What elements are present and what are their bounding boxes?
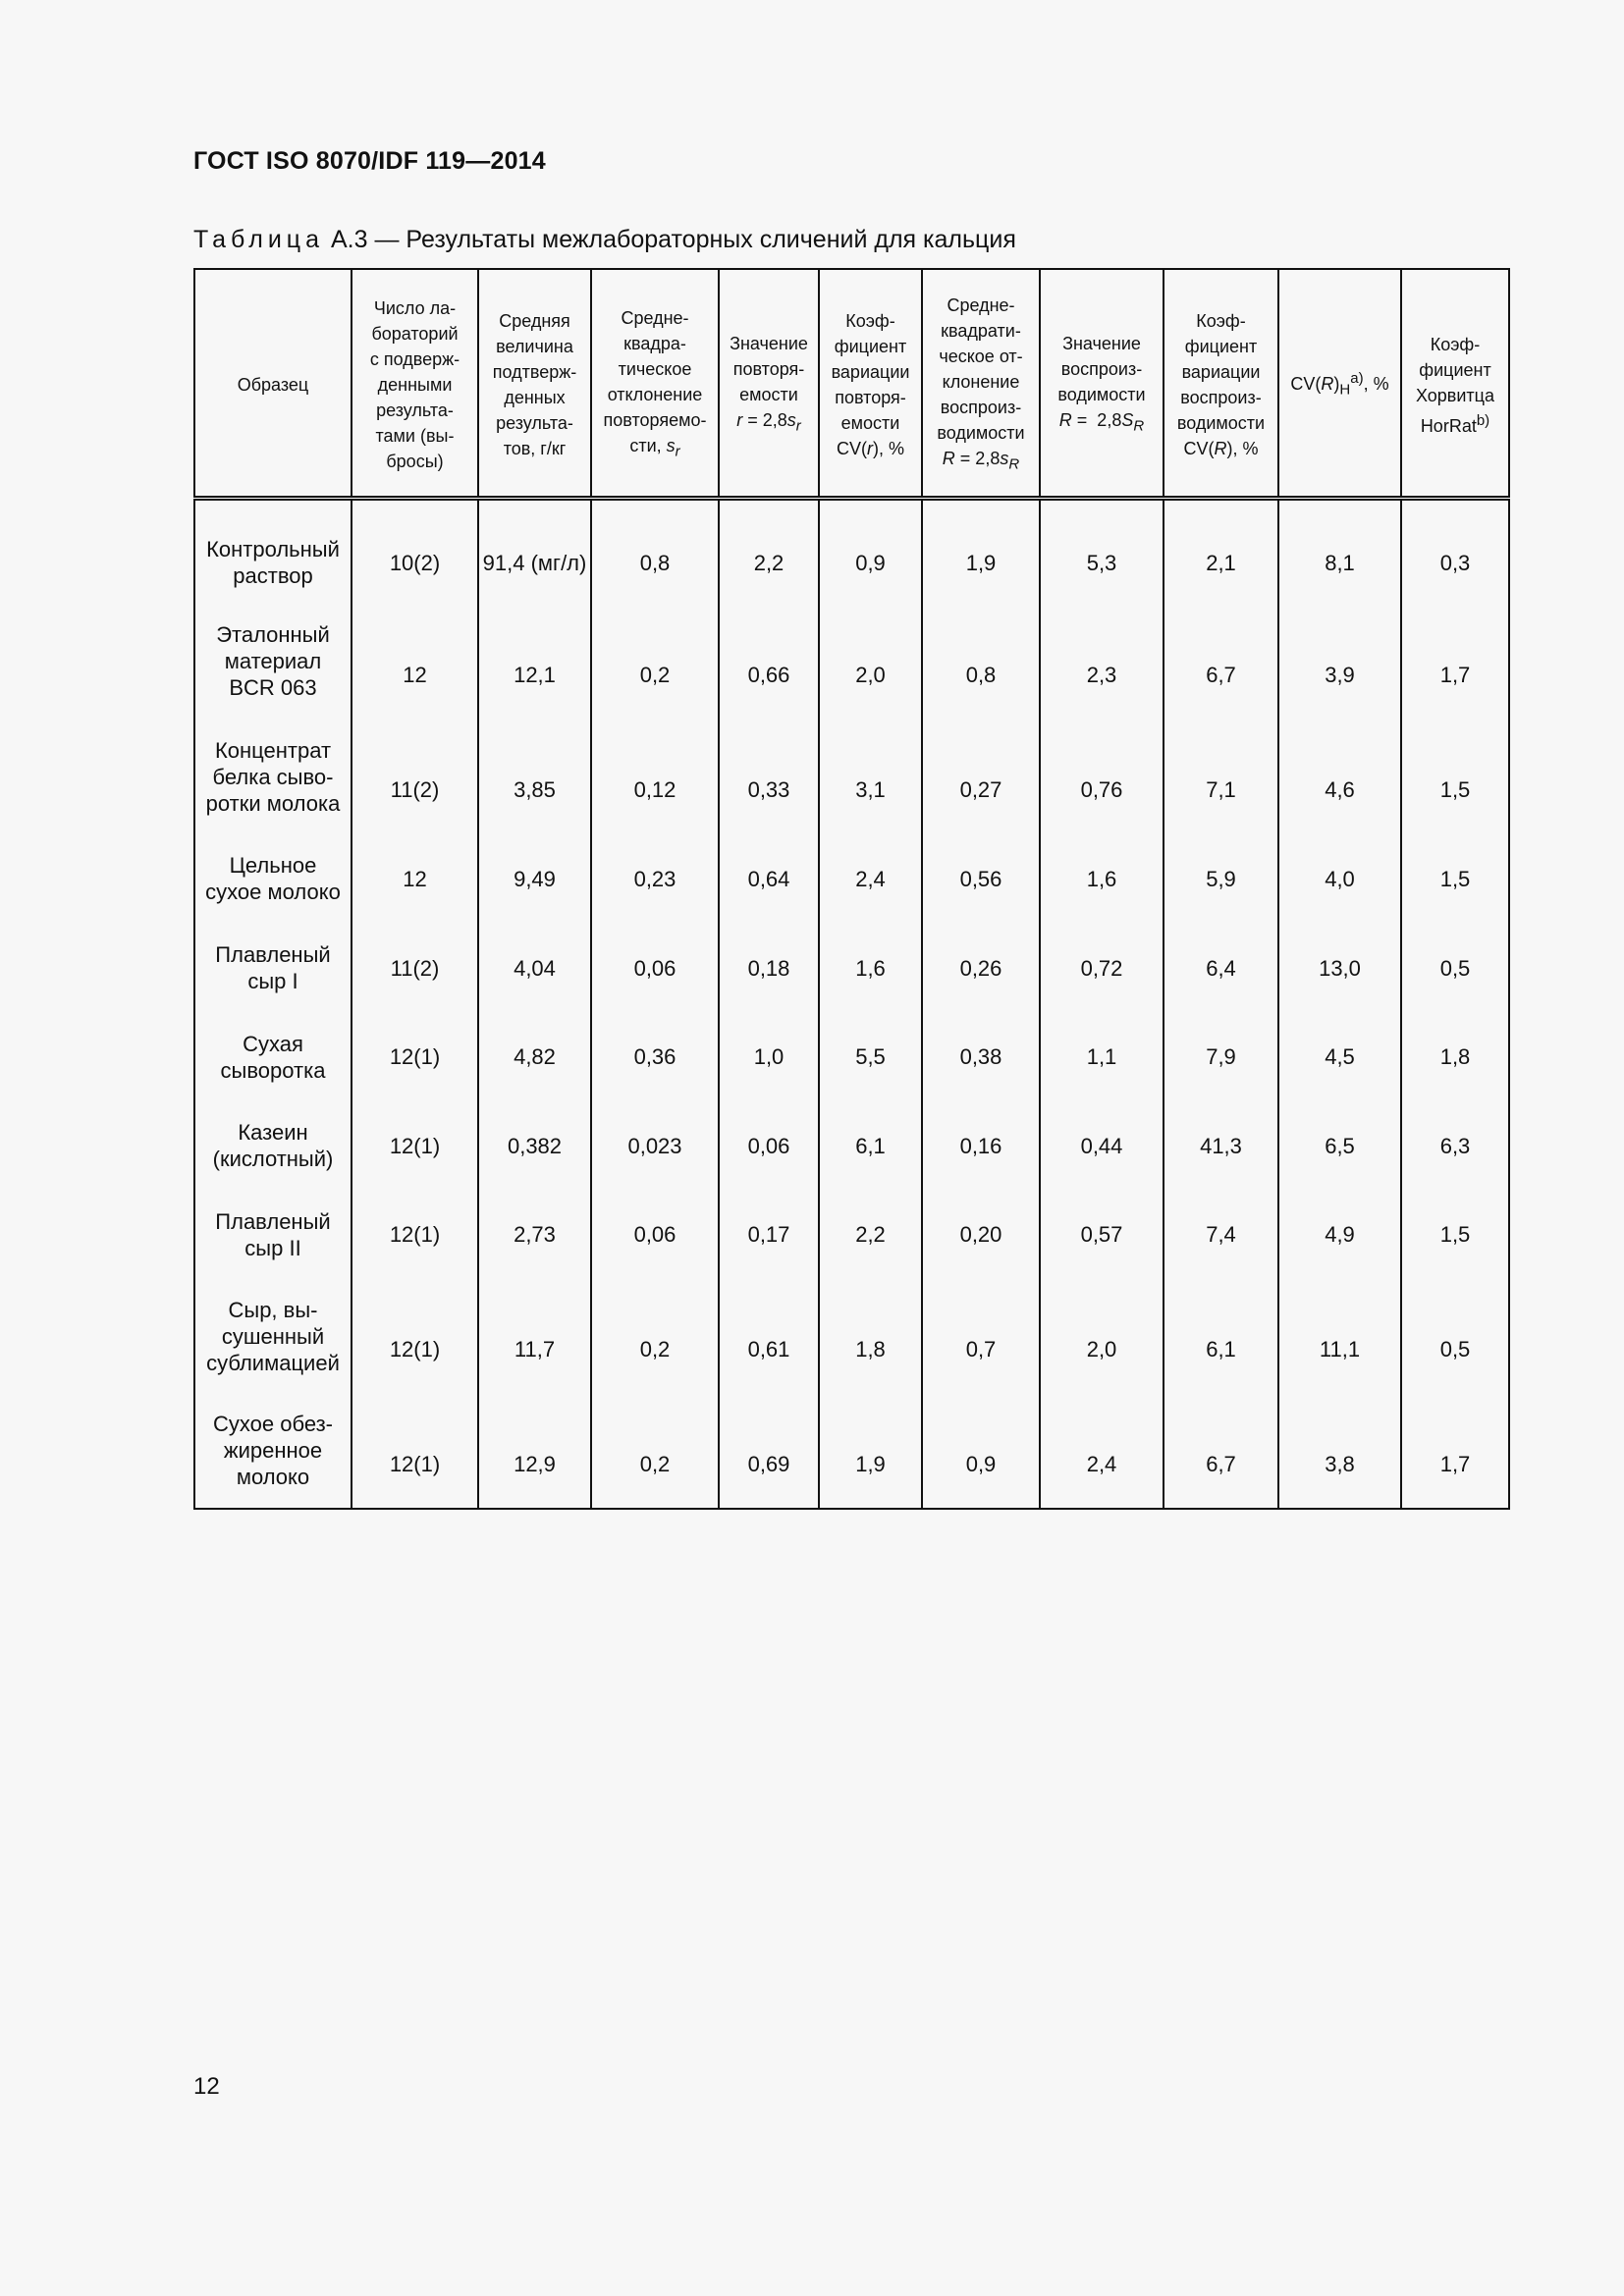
value-cell: 0,023 <box>591 1101 719 1191</box>
value-cell: 0,5 <box>1401 924 1509 1013</box>
value-cell: 3,1 <box>819 720 922 834</box>
table-row <box>194 924 1509 1013</box>
sample-name-cell: Плавленый сыр II <box>194 1191 352 1279</box>
value-cell: 2,0 <box>1040 1279 1164 1394</box>
sample-name-cell: Казеин (кислотный) <box>194 1101 352 1191</box>
value-cell: 5,9 <box>1164 834 1278 924</box>
value-cell: 0,36 <box>591 1013 719 1101</box>
header-mean-value: Средняя величина подтверж- денных результа- тов, г/кг <box>478 269 591 499</box>
value-cell: 0,9 <box>819 499 922 604</box>
value-cell: 0,06 <box>591 924 719 1013</box>
value-cell: 0,38 <box>922 1013 1040 1101</box>
sample-name-cell: Плавленый сыр I <box>194 924 352 1013</box>
table-row <box>194 1279 1509 1394</box>
value-cell: 0,56 <box>922 834 1040 924</box>
value-cell: 1,5 <box>1401 720 1509 834</box>
header-cvRH: $CV(R)_H^{a)}$, % <box>1278 269 1401 499</box>
value-cell: 0,12 <box>591 720 719 834</box>
table-head <box>194 269 1509 499</box>
header-sample <box>194 269 352 499</box>
sample-name-cell: Сухая сыворотка <box>194 1013 352 1101</box>
value-cell: 4,82 <box>478 1013 591 1101</box>
value-cell: 6,7 <box>1164 604 1278 720</box>
table-row <box>194 499 1509 604</box>
sample-name-cell: Концентрат белка сыво- ротки молока <box>194 720 352 834</box>
value-cell: 0,16 <box>922 1101 1040 1191</box>
value-cell: 12 <box>352 604 478 720</box>
value-cell: 0,33 <box>719 720 819 834</box>
table-header-row <box>194 269 1509 499</box>
value-cell: 0,27 <box>922 720 1040 834</box>
value-cell: 4,0 <box>1278 834 1401 924</box>
header-sR: Средне- квадрати- ческое от- клонение воспроиз- водимости $R = 2,8s_R$ <box>922 269 1040 499</box>
value-cell: 6,7 <box>1164 1394 1278 1509</box>
value-cell: 5,5 <box>819 1013 922 1101</box>
sample-name-cell: Эталонный материал BCR 063 <box>194 604 352 720</box>
value-cell: 0,72 <box>1040 924 1164 1013</box>
value-cell: 1,6 <box>819 924 922 1013</box>
value-cell: 1,8 <box>1401 1013 1509 1101</box>
header-horrat: Коэф- фициент Хорвитца HorRat$^{b)}$ <box>1401 269 1509 499</box>
value-cell: 2,4 <box>1040 1394 1164 1509</box>
value-cell: 11,1 <box>1278 1279 1401 1394</box>
value-cell: 1,8 <box>819 1279 922 1394</box>
value-cell: 0,2 <box>591 604 719 720</box>
value-cell: 2,2 <box>819 1191 922 1279</box>
table-row <box>194 834 1509 924</box>
value-cell: 3,8 <box>1278 1394 1401 1509</box>
table-row <box>194 720 1509 834</box>
value-cell: 0,57 <box>1040 1191 1164 1279</box>
sample-name-cell: Сухое обез- жиренное молоко <box>194 1394 352 1509</box>
calcium-results-table <box>193 268 1510 1510</box>
value-cell: 4,9 <box>1278 1191 1401 1279</box>
value-cell: 7,9 <box>1164 1013 1278 1101</box>
value-cell: 0,66 <box>719 604 819 720</box>
value-cell: 6,5 <box>1278 1101 1401 1191</box>
header-lab-count: Число ла- бораторий с подверж- денными результа- тами (вы- бросы) <box>352 269 478 499</box>
value-cell: 7,4 <box>1164 1191 1278 1279</box>
table-row <box>194 1101 1509 1191</box>
value-cell: 0,69 <box>719 1394 819 1509</box>
value-cell: 12(1) <box>352 1279 478 1394</box>
value-cell: 0,20 <box>922 1191 1040 1279</box>
value-cell: 11(2) <box>352 720 478 834</box>
value-cell: 0,8 <box>922 604 1040 720</box>
value-cell: 7,1 <box>1164 720 1278 834</box>
value-cell: 1,9 <box>819 1394 922 1509</box>
value-cell: 12 <box>352 834 478 924</box>
value-cell: 0,23 <box>591 834 719 924</box>
value-cell: 4,04 <box>478 924 591 1013</box>
table-caption <box>193 226 1016 254</box>
value-cell: 1,1 <box>1040 1013 1164 1101</box>
value-cell: 10(2) <box>352 499 478 604</box>
value-cell: 0,9 <box>922 1394 1040 1509</box>
value-cell: 41,3 <box>1164 1101 1278 1191</box>
table-row <box>194 1394 1509 1509</box>
value-cell: 0,8 <box>591 499 719 604</box>
value-cell: 11,7 <box>478 1279 591 1394</box>
header-r: Значение повторя- емости $r = 2,8s_r$ <box>719 269 819 499</box>
value-cell: 2,3 <box>1040 604 1164 720</box>
value-cell: 13,0 <box>1278 924 1401 1013</box>
table-body <box>194 499 1509 1509</box>
value-cell: 4,5 <box>1278 1013 1401 1101</box>
value-cell: 0,3 <box>1401 499 1509 604</box>
value-cell: 91,4 (мг/л) <box>478 499 591 604</box>
value-cell: 6,1 <box>1164 1279 1278 1394</box>
header-R: Значение воспроиз- водимости $R = 2,8S_R$ <box>1040 269 1164 499</box>
header-sr: Средне- квадра- тическое отклонение повторяемо- сти, $s_r$ <box>591 269 719 499</box>
table-row <box>194 604 1509 720</box>
value-cell: 0,64 <box>719 834 819 924</box>
value-cell: 4,6 <box>1278 720 1401 834</box>
value-cell: 0,18 <box>719 924 819 1013</box>
value-cell: 0,26 <box>922 924 1040 1013</box>
sample-name-cell: Цельное сухое молоко <box>194 834 352 924</box>
value-cell: 1,7 <box>1401 604 1509 720</box>
value-cell: 12(1) <box>352 1013 478 1101</box>
value-cell: 2,0 <box>819 604 922 720</box>
sample-name-cell: Сыр, вы- сушенный сублимацией <box>194 1279 352 1394</box>
value-cell: 11(2) <box>352 924 478 1013</box>
value-cell: 1,7 <box>1401 1394 1509 1509</box>
value-cell: 6,4 <box>1164 924 1278 1013</box>
value-cell: 2,2 <box>719 499 819 604</box>
value-cell: 5,3 <box>1040 499 1164 604</box>
value-cell: 12(1) <box>352 1101 478 1191</box>
table-caption-text: А.3 — Результаты межлабораторных сличений для кальция <box>324 226 1016 253</box>
value-cell: 2,1 <box>1164 499 1278 604</box>
value-cell: 0,7 <box>922 1279 1040 1394</box>
value-cell: 2,73 <box>478 1191 591 1279</box>
value-cell: 0,44 <box>1040 1101 1164 1191</box>
table-caption-prefix: Таблица <box>193 226 325 253</box>
value-cell: 1,9 <box>922 499 1040 604</box>
value-cell: 6,3 <box>1401 1101 1509 1191</box>
table-row <box>194 1191 1509 1279</box>
value-cell: 0,382 <box>478 1101 591 1191</box>
value-cell: 0,76 <box>1040 720 1164 834</box>
value-cell: 0,2 <box>591 1279 719 1394</box>
value-cell: 9,49 <box>478 834 591 924</box>
value-cell: 0,5 <box>1401 1279 1509 1394</box>
value-cell: 3,9 <box>1278 604 1401 720</box>
value-cell: 12,9 <box>478 1394 591 1509</box>
value-cell: 1,0 <box>719 1013 819 1101</box>
value-cell: 6,1 <box>819 1101 922 1191</box>
sample-name-cell: Контрольный раствор <box>194 499 352 604</box>
page-number: 12 <box>193 2073 220 2100</box>
value-cell: 0,06 <box>591 1191 719 1279</box>
table-row <box>194 1013 1509 1101</box>
header-cvr: Коэф- фициент вариации повторя- емости CV(r), % <box>819 269 922 499</box>
value-cell: 1,5 <box>1401 834 1509 924</box>
value-cell: 0,06 <box>719 1101 819 1191</box>
value-cell: 3,85 <box>478 720 591 834</box>
value-cell: 1,5 <box>1401 1191 1509 1279</box>
document-header: ГОСТ ISO 8070/IDF 119—2014 <box>193 147 546 175</box>
value-cell: 12(1) <box>352 1191 478 1279</box>
header-sample-text: Образец <box>237 375 309 395</box>
value-cell: 2,4 <box>819 834 922 924</box>
value-cell: 12,1 <box>478 604 591 720</box>
value-cell: 0,61 <box>719 1279 819 1394</box>
value-cell: 0,17 <box>719 1191 819 1279</box>
value-cell: 0,2 <box>591 1394 719 1509</box>
value-cell: 1,6 <box>1040 834 1164 924</box>
value-cell: 12(1) <box>352 1394 478 1509</box>
value-cell: 8,1 <box>1278 499 1401 604</box>
header-cvR: Коэф- фициент вариации воспроиз- водимости CV(R), % <box>1164 269 1278 499</box>
